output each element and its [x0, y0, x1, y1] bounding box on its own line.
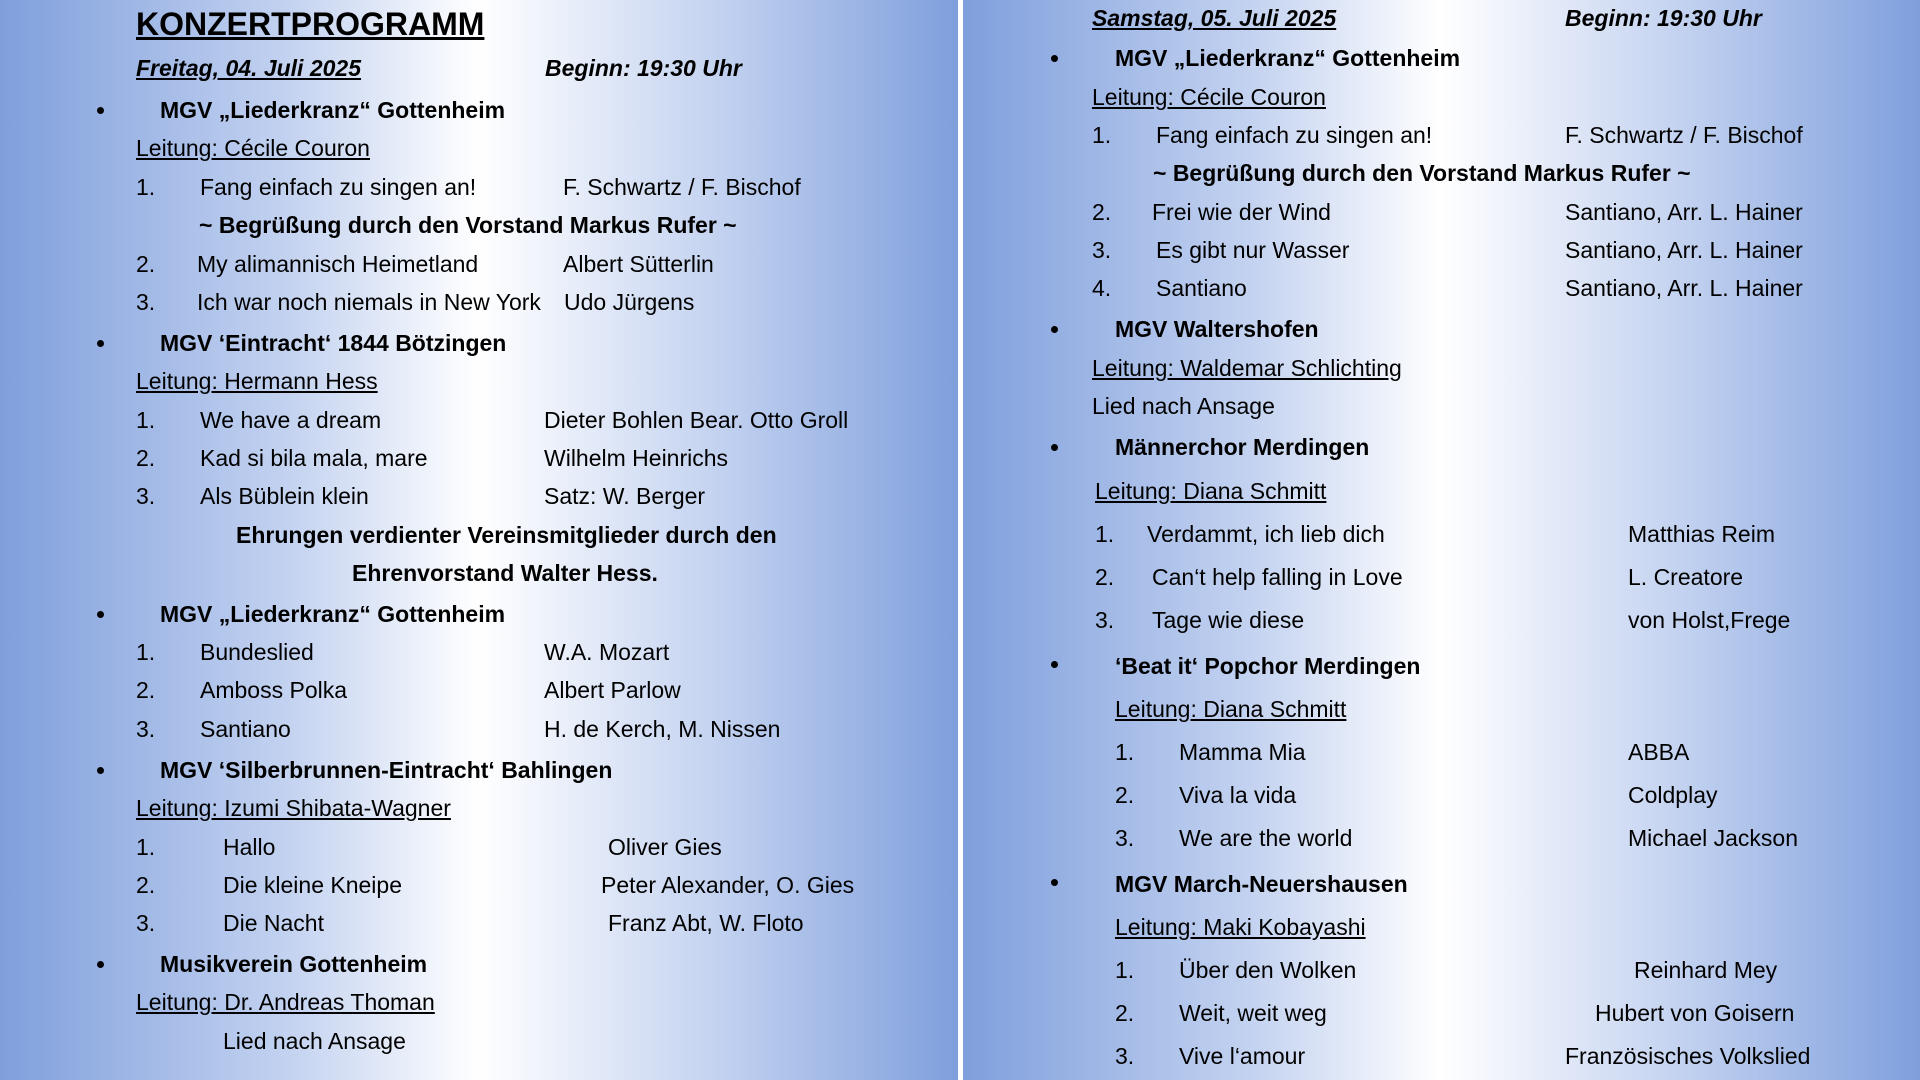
song-author: Wilhelm Heinrichs [544, 445, 729, 471]
song-title: Verdammt, ich lieb dich [1147, 521, 1385, 547]
song-title: Fang einfach zu singen an! [1156, 122, 1433, 148]
song-number: 3. [136, 289, 156, 315]
group-name: ‘Beat it‘ Popchor Merdingen [1115, 653, 1421, 679]
song-title: My alimannisch Heimetland [197, 251, 479, 277]
song-title: Can‘t help falling in Love [1152, 564, 1403, 590]
song-author: Udo Jürgens [564, 289, 695, 315]
song-author: Santiano, Arr. L. Hainer [1565, 275, 1803, 301]
bullet-icon [97, 767, 104, 774]
song-author: Peter Alexander, O. Gies [601, 872, 855, 898]
group-leader: Leitung: Maki Kobayashi [1115, 914, 1366, 940]
song-author: H. de Kerch, M. Nissen [544, 716, 781, 742]
greeting-note: ~ Begrüßung durch den Vorstand Markus Rufer ~ [1153, 160, 1691, 186]
song-author: Michael Jackson [1628, 825, 1799, 851]
day1-date: Freitag, 04. Juli 2025 [136, 55, 362, 81]
song-number: 2. [136, 872, 156, 898]
song-author: Satz: W. Berger [544, 483, 706, 509]
honors-note: Ehrenvorstand Walter Hess. [352, 560, 658, 586]
song-number: 3. [136, 483, 156, 509]
song-number: 2. [1115, 782, 1135, 808]
page-title: KONZERTPROGRAMM [136, 6, 485, 42]
song-number: 2. [136, 445, 156, 471]
group-leader: Leitung: Izumi Shibata-Wagner [136, 795, 451, 821]
bullet-icon [97, 611, 104, 618]
song-title: Santiano [1156, 275, 1247, 301]
program-page-saturday [963, 0, 1920, 1080]
song-title: Hallo [223, 834, 276, 860]
song-title: Tage wie diese [1152, 607, 1305, 633]
song-number: 3. [1115, 825, 1135, 851]
group-name: MGV ‘Silberbrunnen-Eintracht‘ Bahlingen [160, 757, 613, 783]
song-author: Französisches Volkslied [1565, 1043, 1811, 1069]
group-name: MGV „Liederkranz“ Gottenheim [160, 97, 506, 123]
group-leader: Leitung: Dr. Andreas Thoman [136, 989, 435, 1015]
song-note: Lied nach Ansage [223, 1028, 406, 1054]
song-number: 1. [136, 834, 156, 860]
bullet-icon [1051, 55, 1058, 62]
song-title: Mamma Mia [1179, 739, 1306, 765]
group-leader: Leitung: Cécile Couron [1092, 84, 1326, 110]
song-number: 1. [1095, 521, 1115, 547]
song-number: 1. [1115, 739, 1135, 765]
group-leader: Leitung: Diana Schmitt [1115, 696, 1347, 722]
song-number: 2. [1095, 564, 1115, 590]
group-leader: Leitung: Cécile Couron [136, 135, 370, 161]
song-title: Kad si bila mala, mare [200, 445, 428, 471]
song-number: 3. [1092, 237, 1112, 263]
song-title: Amboss Polka [200, 677, 348, 703]
song-author: Coldplay [1628, 782, 1718, 808]
song-number: 2. [136, 677, 156, 703]
song-number: 2. [1092, 199, 1112, 225]
song-note: Lied nach Ansage [1092, 393, 1275, 419]
bullet-icon [1051, 326, 1058, 333]
song-number: 3. [1115, 1043, 1135, 1069]
song-title: Ich war noch niemals in New York [197, 289, 541, 315]
song-author: Dieter Bohlen Bear. Otto Groll [544, 407, 849, 433]
group-leader: Leitung: Waldemar Schlichting [1092, 355, 1402, 381]
bullet-icon [97, 961, 104, 968]
program-page-friday [0, 0, 958, 1080]
bullet-icon [1051, 661, 1058, 668]
group-name: MGV Waltershofen [1115, 316, 1319, 342]
song-author: Oliver Gies [608, 834, 722, 860]
group-name: MGV „Liederkranz“ Gottenheim [160, 601, 506, 627]
song-number: 4. [1092, 275, 1112, 301]
song-author: Matthias Reim [1628, 521, 1775, 547]
bullet-icon [97, 107, 104, 114]
song-author: Franz Abt, W. Floto [608, 910, 804, 936]
song-author: Albert Parlow [544, 677, 681, 703]
song-title: Über den Wolken [1179, 957, 1357, 983]
song-title: Die kleine Kneipe [223, 872, 403, 898]
day2-start-time: Beginn: 19:30 Uhr [1565, 5, 1762, 31]
song-author: Santiano, Arr. L. Hainer [1565, 237, 1803, 263]
bullet-icon [1051, 879, 1058, 886]
song-number: 1. [1092, 122, 1112, 148]
song-number: 1. [136, 407, 156, 433]
song-author: W.A. Mozart [544, 639, 670, 665]
song-number: 1. [136, 639, 156, 665]
song-author: Hubert von Goisern [1595, 1000, 1795, 1026]
song-number: 1. [136, 174, 156, 200]
honors-note: Ehrungen verdienter Vereinsmitglieder durch den [236, 522, 777, 548]
group-name: Männerchor Merdingen [1115, 434, 1370, 460]
song-number: 2. [1115, 1000, 1135, 1026]
song-number: 1. [1115, 957, 1135, 983]
bullet-icon [1051, 444, 1058, 451]
song-title: Weit, weit weg [1179, 1000, 1327, 1026]
song-author: Reinhard Mey [1634, 957, 1778, 983]
group-name: MGV „Liederkranz“ Gottenheim [1115, 45, 1461, 71]
song-title: Frei wie der Wind [1152, 199, 1331, 225]
group-name: Musikverein Gottenheim [160, 951, 428, 977]
song-title: Fang einfach zu singen an! [200, 174, 477, 200]
song-author: Santiano, Arr. L. Hainer [1565, 199, 1803, 225]
song-number: 3. [136, 910, 156, 936]
song-title: Santiano [200, 716, 291, 742]
song-title: Die Nacht [223, 910, 324, 936]
song-author: L. Creatore [1628, 564, 1744, 590]
song-number: 2. [136, 251, 156, 277]
bullet-icon [97, 340, 104, 347]
group-name: MGV ‘Eintracht‘ 1844 Bötzingen [160, 330, 507, 356]
song-author: ABBA [1628, 739, 1690, 765]
song-author: F. Schwartz / F. Bischof [563, 174, 801, 200]
group-leader: Leitung: Hermann Hess [136, 368, 378, 394]
song-author: Albert Sütterlin [563, 251, 714, 277]
group-leader: Leitung: Diana Schmitt [1095, 478, 1327, 504]
song-title: Als Büblein klein [200, 483, 369, 509]
song-title: Bundeslied [200, 639, 314, 665]
song-title: We have a dream [200, 407, 382, 433]
song-title: Viva la vida [1179, 782, 1297, 808]
song-author: von Holst,Frege [1628, 607, 1791, 633]
day2-date: Samstag, 05. Juli 2025 [1092, 5, 1337, 31]
song-number: 3. [136, 716, 156, 742]
group-name: MGV March-Neuershausen [1115, 871, 1408, 897]
song-title: Es gibt nur Wasser [1156, 237, 1350, 263]
song-title: Vive l‘amour [1179, 1043, 1306, 1069]
song-number: 3. [1095, 607, 1115, 633]
song-title: We are the world [1179, 825, 1353, 851]
day1-start-time: Beginn: 19:30 Uhr [545, 55, 742, 81]
greeting-note: ~ Begrüßung durch den Vorstand Markus Rufer ~ [199, 212, 737, 238]
song-author: F. Schwartz / F. Bischof [1565, 122, 1803, 148]
